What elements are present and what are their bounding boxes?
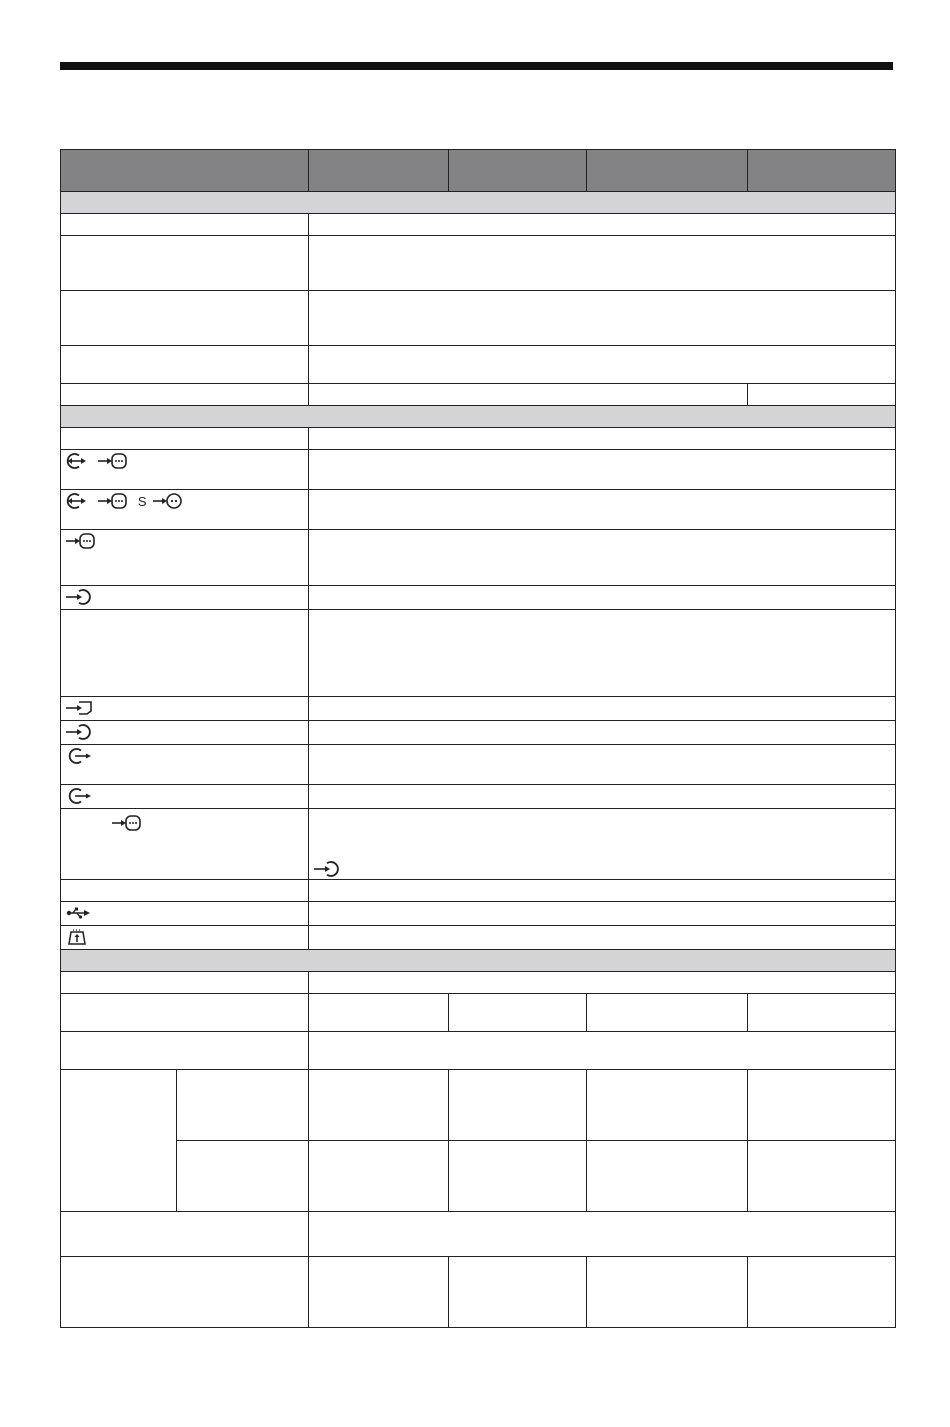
- row-value: [587, 1141, 748, 1212]
- row-value: [587, 994, 748, 1032]
- output-icon: [65, 747, 95, 765]
- row-label: [61, 880, 309, 902]
- service-port-icon: [65, 928, 91, 946]
- row-value: [309, 214, 896, 236]
- av-in-out-icon: [65, 492, 93, 510]
- table-row: [61, 1257, 896, 1328]
- row-sublabel: [177, 1070, 309, 1141]
- header-cell-label: [61, 150, 309, 192]
- row-value: [309, 450, 896, 490]
- input-icon: [65, 723, 95, 741]
- row-value: [309, 1257, 449, 1328]
- row-value: [449, 1257, 587, 1328]
- row-label: [61, 1257, 309, 1328]
- section-heading: [61, 950, 896, 972]
- table-row: [61, 586, 896, 610]
- table-row: [61, 346, 896, 384]
- row-value: [309, 880, 896, 902]
- table-row: [61, 490, 896, 530]
- row-value: [309, 1141, 449, 1212]
- row-label: [61, 214, 309, 236]
- section-heading: [61, 406, 896, 428]
- section-row-system: [61, 192, 896, 214]
- row-value: [449, 1141, 587, 1212]
- row-label: [61, 428, 309, 450]
- row-value: [748, 1070, 896, 1141]
- table-row: [61, 530, 896, 586]
- row-value: [748, 994, 896, 1032]
- row-value: [309, 721, 896, 745]
- row-label: [61, 972, 309, 994]
- row-value: [449, 1070, 587, 1141]
- row-label: [61, 809, 309, 880]
- table-row: [61, 450, 896, 490]
- row-value: [748, 1141, 896, 1212]
- row-value: [309, 236, 896, 291]
- table-row: [61, 926, 896, 950]
- row-label: [61, 1212, 309, 1257]
- row-value: [309, 745, 896, 785]
- row-value: [309, 586, 896, 610]
- row-value: [309, 972, 896, 994]
- video-input-icon: [97, 492, 129, 510]
- row-label: [61, 902, 309, 926]
- table-row: [61, 809, 896, 880]
- row-label: [61, 1032, 309, 1070]
- table-row: [61, 697, 896, 721]
- row-value: [309, 1032, 896, 1070]
- specifications-table: [60, 149, 896, 1328]
- row-label: [61, 236, 309, 291]
- table-row: [61, 610, 896, 697]
- row-value: [309, 428, 896, 450]
- row-value: [449, 994, 587, 1032]
- row-value: [309, 697, 896, 721]
- table-row: [61, 721, 896, 745]
- table-row: [61, 1032, 896, 1070]
- row-value: [309, 291, 896, 346]
- row-value: [309, 902, 896, 926]
- hdmi-input-icon: [65, 699, 95, 717]
- table-row: [61, 214, 896, 236]
- section-heading: [61, 192, 896, 214]
- header-cell-model-3: [587, 150, 748, 192]
- row-label: [61, 450, 309, 490]
- row-value: [309, 785, 896, 809]
- table-row: [61, 1212, 896, 1257]
- table-row: [61, 384, 896, 406]
- row-value: [309, 490, 896, 530]
- row-label: [61, 785, 309, 809]
- row-group-label: [61, 1070, 177, 1212]
- input-icon: [313, 860, 343, 878]
- table-row: [61, 880, 896, 902]
- s-video-letter: S: [137, 493, 147, 509]
- row-label: [61, 745, 309, 785]
- row-value: [309, 926, 896, 950]
- row-label: [61, 586, 309, 610]
- table-row: [61, 291, 896, 346]
- row-value: [748, 1257, 896, 1328]
- header-cell-model-1: [309, 150, 449, 192]
- row-label: [61, 490, 309, 530]
- input-icon: [65, 588, 95, 606]
- section-row-others: [61, 950, 896, 972]
- row-label: [61, 610, 309, 697]
- header-cell-model-2: [449, 150, 587, 192]
- row-label: [61, 346, 309, 384]
- table-row: [61, 745, 896, 785]
- row-label: [61, 721, 309, 745]
- row-value: [309, 1070, 449, 1141]
- table-row: [61, 236, 896, 291]
- output-icon: [65, 787, 95, 805]
- table-row: [61, 785, 896, 809]
- row-value: [587, 1070, 748, 1141]
- table-row: [61, 1070, 896, 1141]
- row-label: [61, 530, 309, 586]
- table-row: [61, 902, 896, 926]
- row-sublabel: [177, 1141, 309, 1212]
- video-input-icon: [97, 452, 129, 470]
- av-in-out-icon: [65, 452, 93, 470]
- video-input-icon: [111, 814, 143, 832]
- top-rule: [60, 62, 893, 70]
- row-label: [61, 697, 309, 721]
- row-value: [309, 346, 896, 384]
- s-video-input-icon: [152, 492, 184, 510]
- row-label: [61, 994, 309, 1032]
- table-row: [61, 994, 896, 1032]
- row-value: [309, 1212, 896, 1257]
- table-header-row: [61, 150, 896, 192]
- header-cell-model-4: [748, 150, 896, 192]
- row-value: [309, 994, 449, 1032]
- row-value: [309, 610, 896, 697]
- row-label: [61, 291, 309, 346]
- row-value: [309, 809, 896, 880]
- row-label: [61, 926, 309, 950]
- row-value: [748, 384, 896, 406]
- video-input-icon: [65, 532, 97, 550]
- table-row: [61, 972, 896, 994]
- usb-icon: [65, 905, 95, 921]
- row-value: [309, 384, 748, 406]
- table-row: [61, 428, 896, 450]
- section-row-terminals: [61, 406, 896, 428]
- row-value: [587, 1257, 748, 1328]
- table-row: [61, 1141, 896, 1212]
- row-value: [309, 530, 896, 586]
- specifications-table-container: [60, 149, 895, 1328]
- row-label: [61, 384, 309, 406]
